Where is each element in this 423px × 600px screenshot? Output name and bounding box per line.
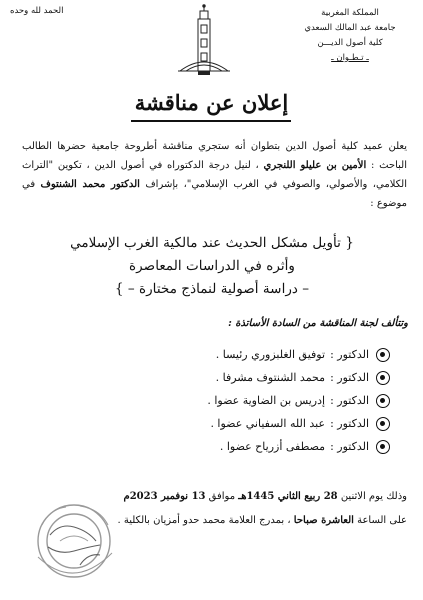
page-title: إعلان عن مناقشة xyxy=(134,90,289,115)
list-item xyxy=(60,389,390,412)
title-underline xyxy=(131,120,291,122)
university-line: جامعة عبد المالك السعدي xyxy=(304,23,396,33)
announcement-intro: يعلن عميد كلية أصول الدين بتطوان أنه ستجري مناقشة أطروحة جامعية حضرها الطالب الباحث : xyxy=(22,141,407,171)
time-prefix: على الساعة xyxy=(353,515,407,526)
bullet-icon xyxy=(376,394,390,408)
committee-list xyxy=(60,343,390,458)
announcement-mid: ، لنيل درجة الدكتوراه في أصول الدين ، تكوين "التراث الكلامي، والأصولي، والصوفي في الغرب الإسلامي"، بإشراف xyxy=(22,160,408,190)
city-line: ـ تـطـوان ـ xyxy=(331,53,369,63)
member-name: مصطفى أزرياح عضوا . xyxy=(219,440,326,453)
thesis-line-1: { تأويل مشكل الحديث عند مالكية الغرب الإسلامي xyxy=(70,235,354,251)
bullet-icon xyxy=(376,371,390,385)
list-item xyxy=(60,412,390,435)
date-hijri: 28 ربيع الثاني 1445هـ xyxy=(238,491,338,502)
member-title: الدكتور : xyxy=(330,417,369,430)
bullet-icon xyxy=(376,348,390,362)
faculty-line: كلية أصول الديـــن xyxy=(317,38,383,48)
member-name: عبد الله السفياني عضوا . xyxy=(210,417,326,430)
announcement-paragraph xyxy=(22,137,407,213)
thesis-line-3: – دراسة أصولية لنماذج مختارة – } xyxy=(114,281,310,297)
date-prefix: وذلك يوم الاثنين xyxy=(337,491,407,502)
thesis-line-2: وأثره في الدراسات المعاصرة xyxy=(129,258,295,274)
list-item xyxy=(60,343,390,366)
basmala: الحمد لله وحده xyxy=(10,6,64,16)
member-title: الدكتور : xyxy=(330,371,369,384)
committee-heading: وتتألف لجنة المناقشة من السادة الأساتذة : xyxy=(228,318,408,329)
member-name: توفيق الغلبزوري رئيسا . xyxy=(215,348,326,361)
bullet-icon xyxy=(376,440,390,454)
date-gregorian: 13 نوفمبر 2023م xyxy=(123,491,206,502)
supervisor-name: الدكتور محمد الشنتوف xyxy=(40,179,140,190)
minaret-logo-icon xyxy=(172,3,236,85)
student-name: الأمين بن عليلو اللنجري xyxy=(263,160,367,171)
member-title: الدكتور : xyxy=(330,348,369,361)
faculty-stamp-icon xyxy=(20,495,124,591)
time-value: العاشرة صباحا xyxy=(293,515,354,526)
thesis-title xyxy=(18,232,406,301)
kingdom-line: المملكة المغربية xyxy=(321,8,379,18)
venue-text: ، بمدرج العلامة محمد حدو أمزيان بالكلية . xyxy=(117,515,294,526)
member-title: الدكتور : xyxy=(330,394,369,407)
member-name: محمد الشنتوف مشرفا . xyxy=(215,371,326,384)
institution-header xyxy=(291,6,409,66)
date-separator: موافق xyxy=(205,491,239,502)
bullet-icon xyxy=(376,417,390,431)
member-name: إدريس بن الضاوية عضوا . xyxy=(207,394,326,407)
list-item xyxy=(60,366,390,389)
list-item xyxy=(60,435,390,458)
announcement-end: في موضوع : xyxy=(22,179,407,209)
member-title: الدكتور : xyxy=(330,440,369,453)
